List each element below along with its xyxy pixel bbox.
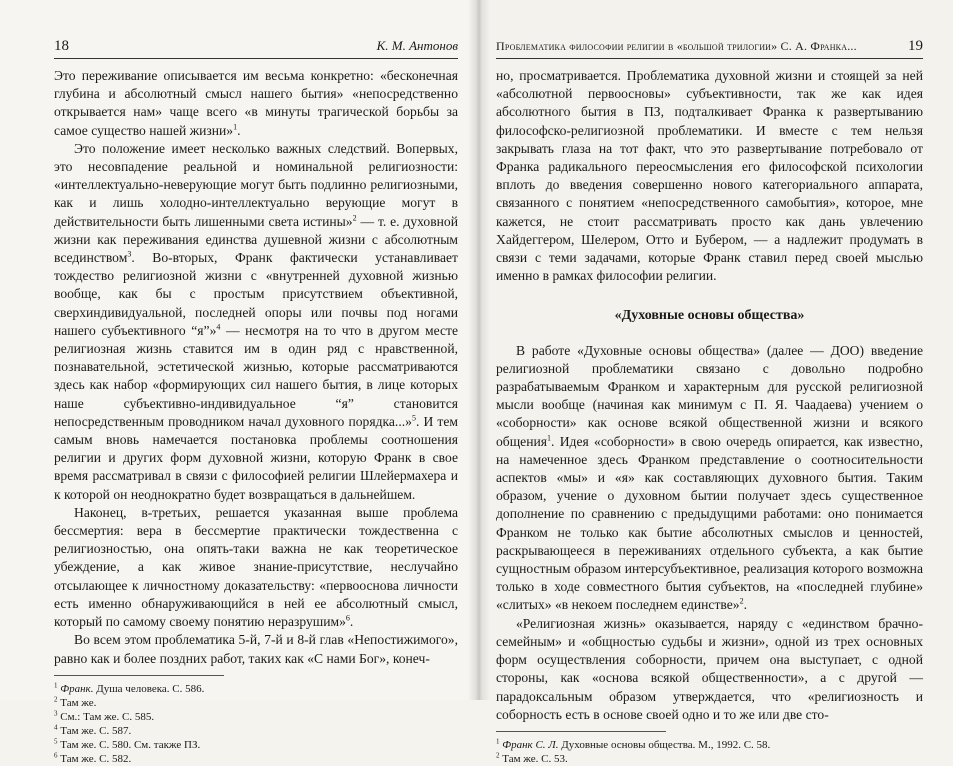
- footnote-number: 6: [54, 751, 58, 760]
- right-running-head: [496, 38, 923, 59]
- footnote-ref: 5: [411, 413, 416, 423]
- footnote-ref: 4: [216, 322, 221, 332]
- left-paragraph-2-cont2: . Во-вторых, Франк фактически устанавливает тождество религиозной жизни с «внутренней духовной жизнью вообще, как бы с простым присутствием объективной, сверхиндивидуальной, последней опоры или почвы под ногами нашего субъективного “я”»: [54, 250, 458, 338]
- footnote-author: Франк С. Л.: [502, 738, 559, 751]
- footnote-text: Там же. С. 582.: [60, 752, 132, 765]
- right-page: [476, 0, 953, 765]
- footnote: [496, 752, 896, 766]
- left-paragraph-3: [54, 504, 458, 631]
- right-paragraph-1: [496, 342, 923, 615]
- footnote-number: 1: [496, 737, 500, 746]
- left-running-head: [54, 38, 458, 59]
- left-page-number: 18: [54, 38, 69, 54]
- section-heading: «Духовные основы общества»: [614, 308, 805, 324]
- right-paragraph-1-text: В работе «Духовные основы общества» (далее — ДОО) введение религиозной проблематики связано с довольно подробно разрабатываемым Франком и характерным для русской религиозной мысли вообще (начиная как минимум с П. Я. Чаадаева) учением о «соборности» как основе всякой общественной жизни и всякого общения: [496, 342, 923, 449]
- left-running-title: К. М. Антонов: [376, 38, 458, 53]
- left-paragraph-2-text: Это положение имеет несколько важных следствий. Вопервых, это несовпадение реальной и номинальной религиозности: «интеллектуально-неверующие могут быть подлинно религиозными, как и лишь холодно-интеллектуально верующие могут в действительности быть лишенными света истины»: [54, 140, 458, 229]
- footnote-ref: 6: [345, 613, 350, 623]
- left-page: [0, 0, 476, 765]
- right-footnotes: [496, 731, 771, 766]
- footnote-ref: 1: [233, 122, 238, 132]
- left-paragraph-4: [54, 631, 458, 667]
- right-paragraph-1-end: .: [743, 597, 747, 613]
- left-paragraph-3-end: .: [349, 614, 354, 630]
- left-paragraph-2: [54, 140, 458, 504]
- footnote-number: 4: [54, 723, 58, 732]
- footnote-ref: 1: [547, 433, 552, 443]
- left-paragraph-1-end: .: [237, 122, 241, 138]
- right-running-title: Проблематика философии религии в «большой трилогии» С. А. Франка...: [496, 39, 857, 53]
- footnote-ref: 2: [739, 596, 744, 606]
- footnote-text: Там же.: [60, 696, 97, 709]
- right-paragraph-2: «Религиозная жизнь» оказывается, наряду с «единством брачно-семейным» и «общностью судьбы и жизни», одной из трех основных форм осуществления соборности, причем она выступает, с одной стороны, как «основа всякой общественности», а с другой — парадоксальным образом утверждается, что «религиозность и соборность есть в основе своей одно и то же или две сто-: [496, 615, 923, 722]
- footnote-number: 3: [54, 709, 58, 718]
- left-paragraph-2-cont3: — несмотря на то что в другом месте религиозная жизнь ставится им в один ряд с нравственной, познавательной, эстетической жизнью, которые рассматриваются здесь как набор «формирующих сил нашего бытия, в лице которых наше субъективно-индивидуальное “я” становится непосредственным проводником начал духовного порядка...»: [54, 322, 458, 429]
- footnote-number: 1: [54, 681, 58, 690]
- left-paragraph-2-cont: — т. е. духовной жизни как переживания единства душевной жизни с абсолютным всединством: [54, 213, 458, 266]
- footnote: [54, 752, 454, 766]
- footnote-text: Душа человека. С. 586.: [93, 682, 205, 695]
- left-paragraph-1: [54, 67, 458, 140]
- footnote: [54, 710, 454, 724]
- footnote: [496, 738, 896, 752]
- left-paragraph-2-cont4: . И тем самым вновь намечается постановка проблемы соотношения религии и других форм духовной жизни, которую Франк в свое время рассматривал в связи с философией религии Шлейермахера и к которой он неоднократно будет возвращаться в дальнейшем.: [54, 413, 459, 502]
- footnote-text: См.: Там же. С. 585.: [60, 710, 155, 723]
- footnote-text: Духовные основы общества. М., 1992. С. 58.: [558, 738, 771, 751]
- left-paragraph-3-text: Наконец, в-третьих, решается указанная выше проблема бессмертия: вера в бессмертие практически тождественна с религиозностью, она опять-таки важна не как теоретическое убеждение, а как живое знание-присутствие, неслучайно отсылающее к личностному доказательству: «первооснова личности есть именно обнаруживающийся в ней ее абсолютный смысл, который по самому своему понятию неразрушим»: [54, 504, 458, 630]
- footnote-text: Там же. С. 53.: [502, 752, 568, 765]
- footnote: [54, 724, 454, 738]
- footnote: [54, 738, 454, 752]
- footnote-ref: 3: [127, 249, 132, 259]
- right-paragraph-1-cont: . Идея «соборности» в свою очередь опирается, как известно, на намеченное здесь Франком представление о соотносительности аспектов «мы» и «я» как составляющих духовного бытия. Таким образом, учение о духовном бытии получает здесь существенное дополнение по сравнению с предыдущими работами: оно понимается Франком не только как бытие абсолютных смыслов и ценностей, раскрывающееся в переживаниях отдельного субъекта, а как бытие сущностным образом интерсубъективное, реализация которого возможна только в ходе совместного бытия субъектов, на «последней глубине» «слитых» «в некоем последнем единстве»: [496, 433, 923, 613]
- footnote-text: Там же. С. 587.: [60, 724, 132, 737]
- right-paragraph-top: но, просматривается. Проблематика духовной жизни и стоящей за ней «абсолютной первоосновы» субъективности, так же как идея абсолютного бытия в ПЗ, подталкивает Франка к развертыванию философско-религиозной проблематики. И вместе с тем нельзя закрывать глаза на тот факт, что это развертывание потребовало от Франка радикального переосмысления его философской психологии вплоть до введения совершенно нового категориального аппарата, связанного с понятием «непосредственного самобытия», которое, мне кажется, не стоит рассматривать просто как дань увлечению Хайдеггером, Шелером, Отто и Бубером, — а надлежит продумать в связи с теми задачами, которые Франк ставил перед своей мыслью именно в рамках философии религии.: [496, 68, 923, 284]
- footnote: [54, 682, 454, 696]
- footnote-ref: 2: [352, 213, 357, 223]
- footnote: [54, 696, 454, 710]
- right-page-number: 19: [908, 38, 923, 54]
- left-footnotes: [54, 675, 224, 766]
- left-paragraph-4-text: Во всем этом проблематика 5-й, 7-й и 8-й глав «Непостижимого», равно как и более поздних работ, таких как «С нами Бог», конеч-: [54, 632, 458, 666]
- footnote-text: Там же. С. 580. См. также ПЗ.: [60, 738, 201, 751]
- footnote-number: 2: [54, 695, 58, 704]
- footnote-number: 5: [54, 737, 58, 746]
- footnote-author: Франк.: [60, 682, 94, 695]
- left-paragraph-1-text: Это переживание описывается им весьма конкретно: «бесконечная глубина и абсолютный смысл нашего бытия» «непосредственно открывается нам» чаще всего «в минуты трагической борьбы за самое существо нашей жизни»: [54, 68, 458, 138]
- footnote-number: 2: [496, 751, 500, 760]
- left-body-text: [54, 67, 458, 668]
- right-body-text: [496, 67, 923, 724]
